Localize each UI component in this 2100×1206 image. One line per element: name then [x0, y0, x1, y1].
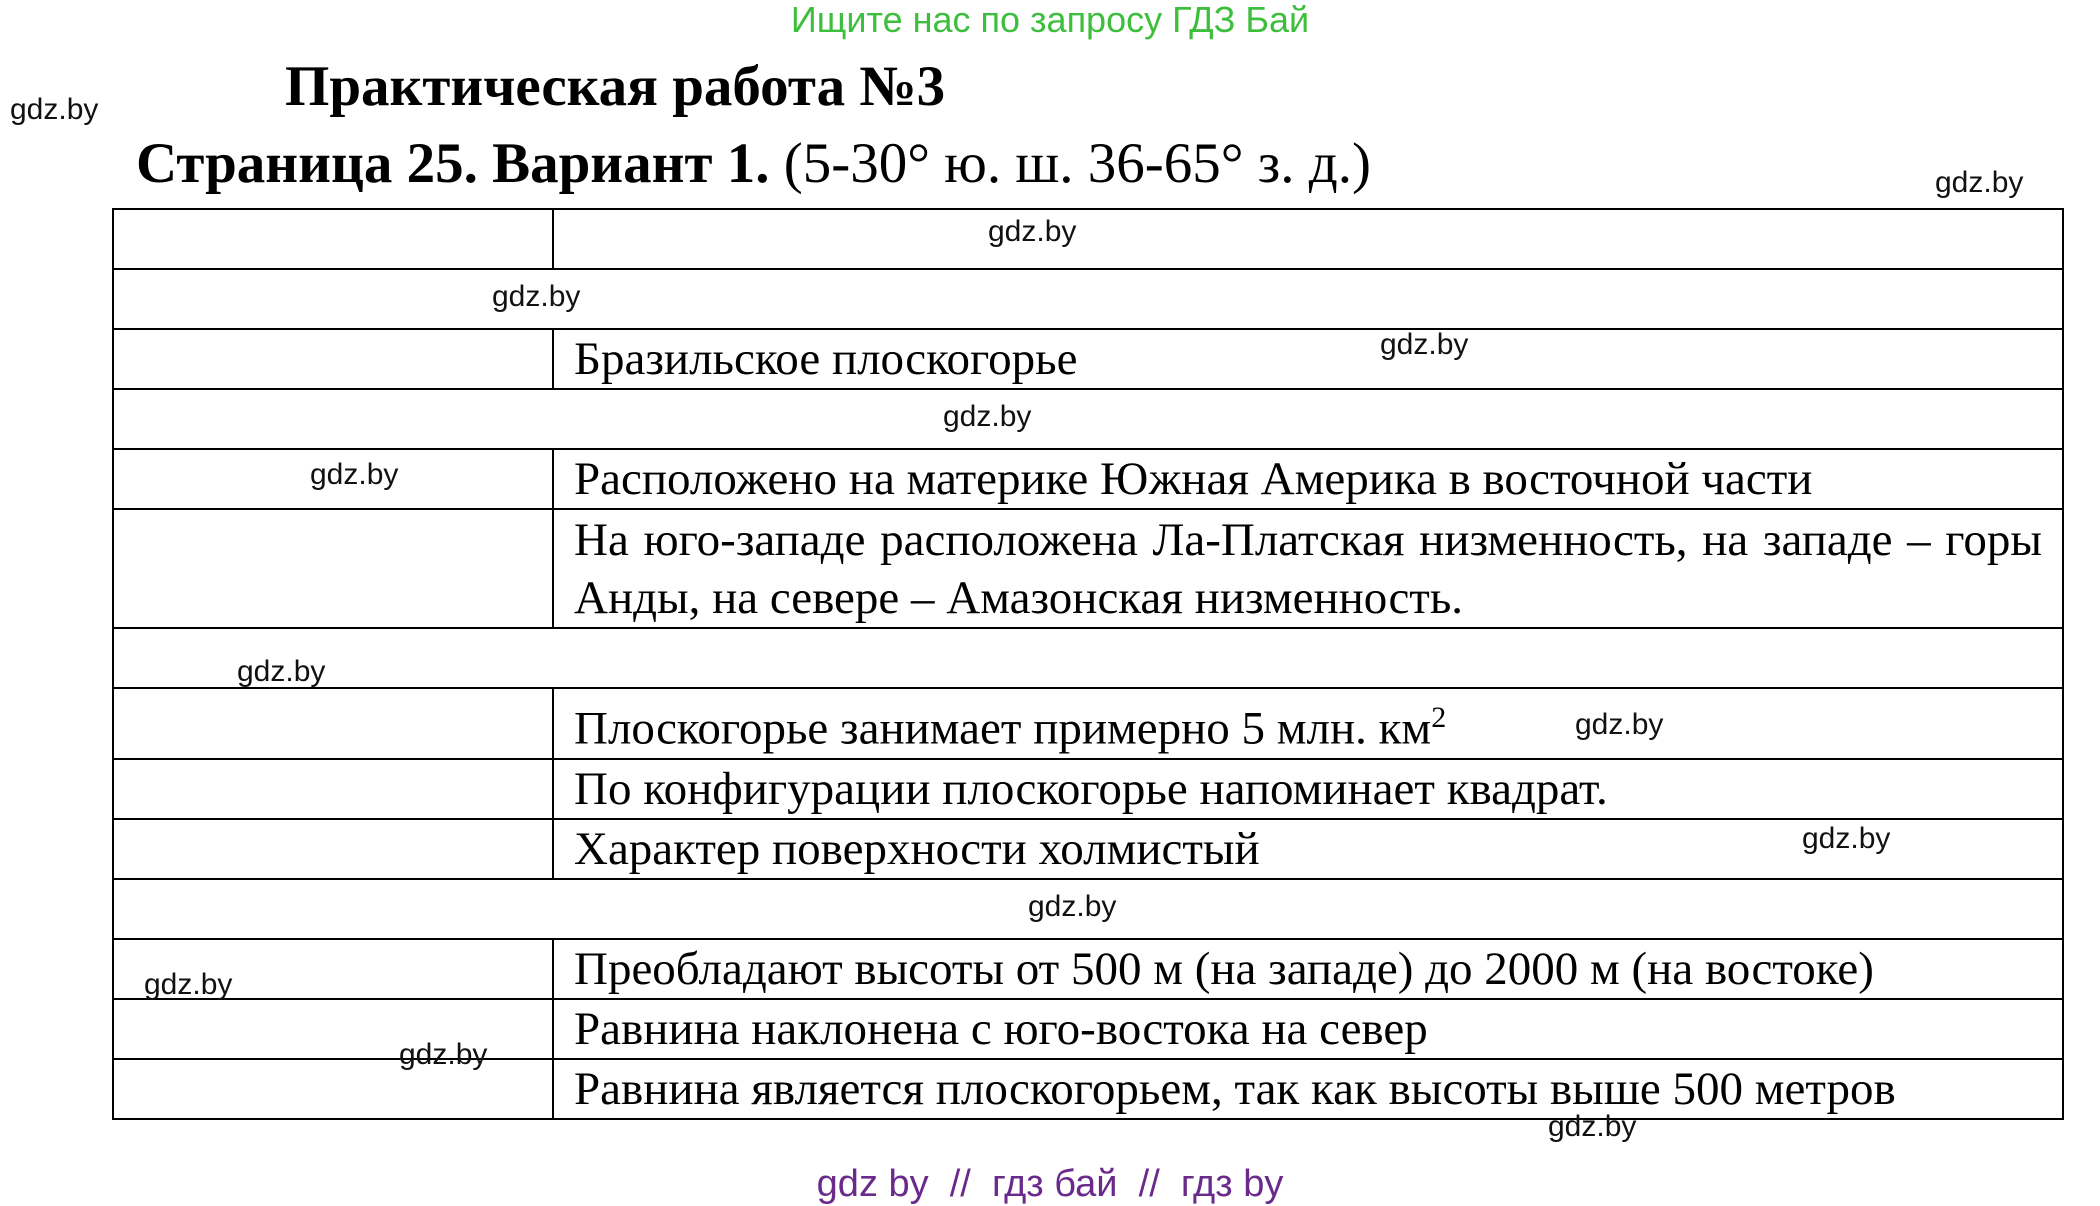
- table-cell-answer: Равнина является плоскогорьем, так как высоты выше 500 метров: [553, 1059, 2063, 1119]
- watermark: gdz.by: [10, 93, 99, 126]
- table-section-row: [113, 389, 2063, 449]
- table-row: [113, 939, 2063, 999]
- table-cell-answer: По конфигурации плоскогорье напоминает квадрат.: [553, 759, 2063, 819]
- table-cell: [553, 209, 2063, 269]
- table-cell-answer: Расположено на материке Южная Америка в восточной части: [553, 449, 2063, 509]
- watermark: gdz.by: [144, 968, 233, 1001]
- footer-links: gdz by // гдз бай // гдз by: [816, 1163, 1284, 1205]
- table-cell-answer: На юго-западе расположена Ла-Платская низменность, на западе – горы Анды, на севере – Амазонская низменность.: [553, 509, 2063, 628]
- watermark: gdz.by: [1028, 890, 1117, 923]
- table-cell: [113, 759, 553, 819]
- table-row: [113, 329, 2063, 389]
- watermark: gdz.by: [492, 280, 581, 313]
- table-cell-answer: [553, 688, 2063, 759]
- table-row: [113, 209, 2063, 269]
- watermark: gdz.by: [310, 458, 399, 491]
- table-cell: [113, 688, 553, 759]
- watermark: gdz.by: [943, 400, 1032, 433]
- watermark: gdz.by: [399, 1038, 488, 1071]
- table-row: [113, 628, 2063, 688]
- watermark: gdz.by: [988, 215, 1077, 248]
- table-row: [113, 819, 2063, 879]
- table-row: [113, 269, 2063, 329]
- table-cell: [113, 819, 553, 879]
- answer-table: [112, 208, 2064, 1120]
- subtitle-coordinates: (5-30° ю. ш. 36-65° з. д.): [769, 132, 1372, 195]
- table-row: [113, 509, 2063, 628]
- table-cell: [113, 209, 553, 269]
- watermark: gdz.by: [1802, 822, 1891, 855]
- table-section-row: [113, 628, 2063, 688]
- top-banner: Ищите нас по запросу ГДЗ Бай: [790, 0, 1310, 40]
- subtitle-bold: Страница 25. Вариант 1.: [136, 132, 770, 195]
- table-cell-answer: Бразильское плоскогорье: [553, 329, 2063, 389]
- watermark: gdz.by: [1380, 328, 1469, 361]
- table-cell: [113, 509, 553, 628]
- table-cell-answer: Равнина наклонена с юго-востока на север: [553, 999, 2063, 1059]
- table-row: [113, 688, 2063, 759]
- page-subtitle: [136, 128, 1371, 200]
- table-row: [113, 759, 2063, 819]
- table-cell-answer: Преобладают высоты от 500 м (на западе) до 2000 м (на востоке): [553, 939, 2063, 999]
- area-text: Плоскогорье занимает примерно 5 млн. км: [574, 702, 1432, 755]
- area-superscript: 2: [1431, 701, 1447, 734]
- watermark: gdz.by: [1575, 708, 1664, 741]
- table-cell: [113, 329, 553, 389]
- table-row: [113, 389, 2063, 449]
- watermark: gdz.by: [1548, 1110, 1637, 1143]
- table-cell-answer: Характер поверхности холмистый: [553, 819, 2063, 879]
- table-row: [113, 449, 2063, 509]
- watermark: gdz.by: [1935, 166, 2024, 199]
- page-title: Практическая работа №3: [285, 55, 946, 118]
- table-section-row: [113, 269, 2063, 329]
- watermark: gdz.by: [237, 655, 326, 688]
